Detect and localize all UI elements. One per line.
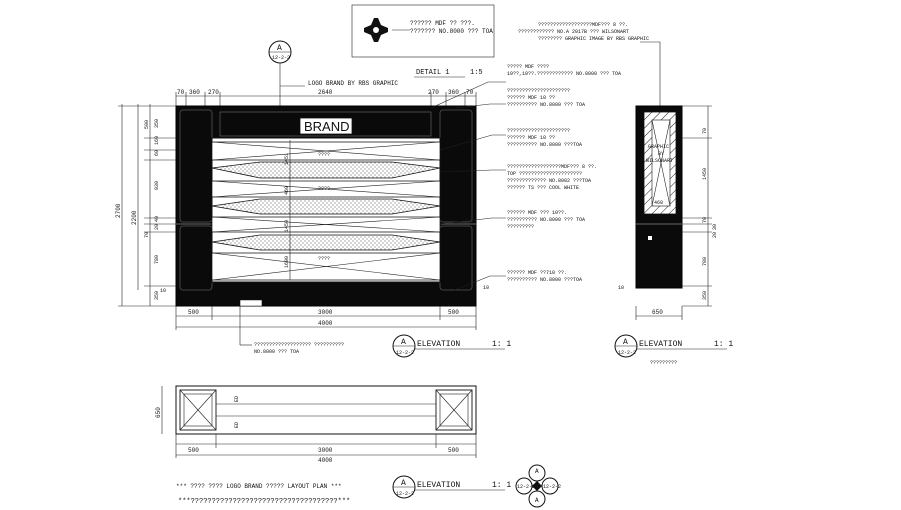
side-dim-30: 30 (712, 223, 718, 230)
brand-label: BRAND (304, 119, 350, 134)
note-front-12: ?????? TS ??? COOL WHITE (507, 185, 580, 191)
dim-left-160: 160 (154, 135, 160, 145)
note-front-2: 10??,10??.???????????? NO.8000 ??? TOA (507, 71, 622, 77)
dotted-strip-3 (212, 235, 440, 250)
plan-caption: *** ???? ???? LOGO BRAND ????? LAYOUT PLAN *** (176, 483, 342, 490)
side-dim-70a: 70 (702, 127, 708, 134)
note-front-10: TOP ????????????????????? (507, 171, 583, 177)
side-dim-650: 650 (652, 309, 663, 316)
dim-left-930: 930 (154, 180, 160, 190)
section-marker-letter: A (277, 44, 282, 53)
dim-left-10: 10 (160, 288, 167, 294)
dim-top-70b: 70 (466, 89, 474, 96)
note-front-1: ????? MDF ???? (507, 64, 550, 70)
title-front-ref: 12-2-2 (396, 350, 415, 356)
dim-left-780: 780 (154, 254, 160, 264)
plan-dim-ed-2: ED (234, 421, 240, 428)
title-front-scale: 1: 1 (492, 340, 512, 349)
plan-dim-4000: 4000 (318, 457, 333, 464)
note-front-5: ?????????? NO.8000 ??? TOA (507, 102, 586, 108)
dim-left-500: 500 (144, 119, 150, 129)
layout-plan (155, 386, 476, 464)
dotted-strip-2 (212, 199, 440, 214)
plan-dim-650: 650 (155, 407, 162, 418)
dim-bottom-3000: 3000 (318, 309, 333, 316)
key-letter-bottom: A (535, 497, 539, 504)
plan-dim-ed-1: ED (234, 395, 240, 402)
detail-callout-line1: ?????? MDF ?? ???. (410, 20, 475, 27)
side-panel-text-2: BY (658, 151, 665, 157)
dim-bottom-4000: 4000 (318, 320, 333, 327)
dim-foot-10a: 10 (483, 285, 490, 291)
title-side-elevation (615, 335, 733, 366)
dim-left-70: 70 (144, 231, 150, 238)
key-ref-left: 12-2-2 (517, 484, 536, 490)
note-front-14: ?????????? NO.8000 ??? TOA (507, 217, 586, 223)
dim-top-70a: 70 (177, 89, 185, 96)
title-plan-letter: A (401, 479, 406, 488)
title-front-text: ELEVATION (417, 340, 461, 349)
logo-note: LOGO BRAND BY RBS GRAPHIC (308, 80, 399, 87)
dim-top-360a: 360 (189, 89, 200, 96)
side-inner-460: 460 (654, 200, 664, 206)
section-marker-top (269, 41, 305, 108)
dim-top-2640: 2640 (318, 89, 333, 96)
note-front-9: ??????????????????MDF??? 8 ??. (507, 164, 598, 170)
title-side-scale: 1: 1 (714, 340, 734, 349)
dim-left-2700: 2700 (115, 203, 122, 218)
detail-title: DETAIL 1 (416, 69, 450, 77)
title-plan-text: ELEVATION (417, 481, 461, 490)
note-side-2: ???????????? NO.A 2017B ??? WILSONART (518, 29, 630, 35)
title-plan-ref: 12-2-2 (396, 491, 415, 497)
rosette-symbol (364, 18, 388, 42)
dim-left-2200: 2200 (131, 210, 138, 225)
key-ref-right: 12-2-2 (543, 484, 562, 490)
note-front-15: ????????? (507, 224, 535, 230)
center-mark-2: ???? (318, 186, 331, 192)
section-key-symbol (516, 465, 561, 507)
panel-row-3 (212, 217, 440, 232)
section-marker-ref: 12-2-2 (272, 55, 291, 61)
dim-foot-10b: 10 (618, 285, 625, 291)
title-side-sub: ????????? (650, 360, 678, 366)
title-front-letter: A (401, 338, 406, 347)
key-letter-top: A (535, 468, 539, 475)
plan-footer: ***???????????????????????????????????*** (178, 498, 351, 506)
dim-left-350: 350 (154, 118, 160, 128)
note-front-4: ?????? MDF 10 ?? (507, 95, 556, 101)
dim-inner-1450: 1450 (284, 219, 290, 232)
dim-bottom-500b: 500 (448, 309, 459, 316)
side-dim-350: 350 (702, 290, 708, 300)
dim-left-40: 40 (154, 215, 160, 222)
note-front-16: ?????? MDF ??710 ??. (507, 270, 568, 276)
side-panel-text-1: GRAPHIC (648, 144, 670, 150)
dim-top-270a: 270 (208, 89, 219, 96)
center-mark-1: ???? (318, 152, 331, 158)
note-front-7: ?????? MDF 10 ?? (507, 135, 556, 141)
note-front-11: ????????????? NO.8002 ???TOA (507, 178, 592, 184)
dim-bottom-500a: 500 (188, 309, 199, 316)
dim-left-350b: 350 (154, 290, 160, 300)
detail-callout (352, 5, 494, 57)
bottom-note-line1: ??????????????????? ?????????? (254, 342, 345, 348)
plan-dim-500b: 500 (448, 447, 459, 454)
side-dim-20: 20 (712, 231, 718, 238)
note-front-3: ????????????????????? (507, 88, 571, 94)
side-panel-text-3: WILSONART (646, 158, 674, 164)
note-front-13: ?????? MDF ??? 10??. (507, 210, 568, 216)
dim-inner-1451: 1451 (284, 152, 290, 165)
title-side-letter: A (623, 338, 628, 347)
detail-scale: 1:5 (470, 69, 483, 77)
title-side-text: ELEVATION (639, 340, 683, 349)
title-plan-elevation (393, 476, 511, 498)
title-side-ref: 12-2-2 (618, 350, 637, 356)
title-front-elevation (393, 335, 511, 357)
side-dim-70b: 70 (702, 216, 708, 223)
note-side-3: ???????? GRAPHIC IMAGE BY RBS GRAPHIC (538, 36, 650, 42)
side-dim-1450: 1450 (702, 167, 708, 180)
detail-callout-line2: ??????? NO.8000 ??? TOA (410, 28, 493, 35)
dim-inner-460: 460 (284, 185, 290, 195)
dim-inner-1600: 1600 (284, 255, 290, 268)
bottom-note-line2: NO.8000 ??? TOA (254, 349, 300, 355)
plan-dim-3000: 3000 (318, 447, 333, 454)
plan-dim-500a: 500 (188, 447, 199, 454)
dim-left-20: 20 (154, 223, 160, 230)
dim-top-360b: 360 (448, 89, 459, 96)
dim-left-60: 60 (154, 149, 160, 156)
front-elevation (115, 89, 489, 355)
title-plan-scale: 1: 1 (492, 481, 512, 490)
side-dim-780: 780 (702, 256, 708, 266)
center-mark-3: ???? (318, 256, 331, 262)
note-side-1: ??????????????????MDF??? 8 ??. (538, 22, 629, 28)
dim-top-270b: 270 (428, 89, 439, 96)
note-front-8: ?????????? NO.8000 ???TOA (507, 142, 583, 148)
note-front-17: ?????????? NO.8000 ???TOA (507, 277, 583, 283)
note-front-6: ????????????????????? (507, 128, 571, 134)
